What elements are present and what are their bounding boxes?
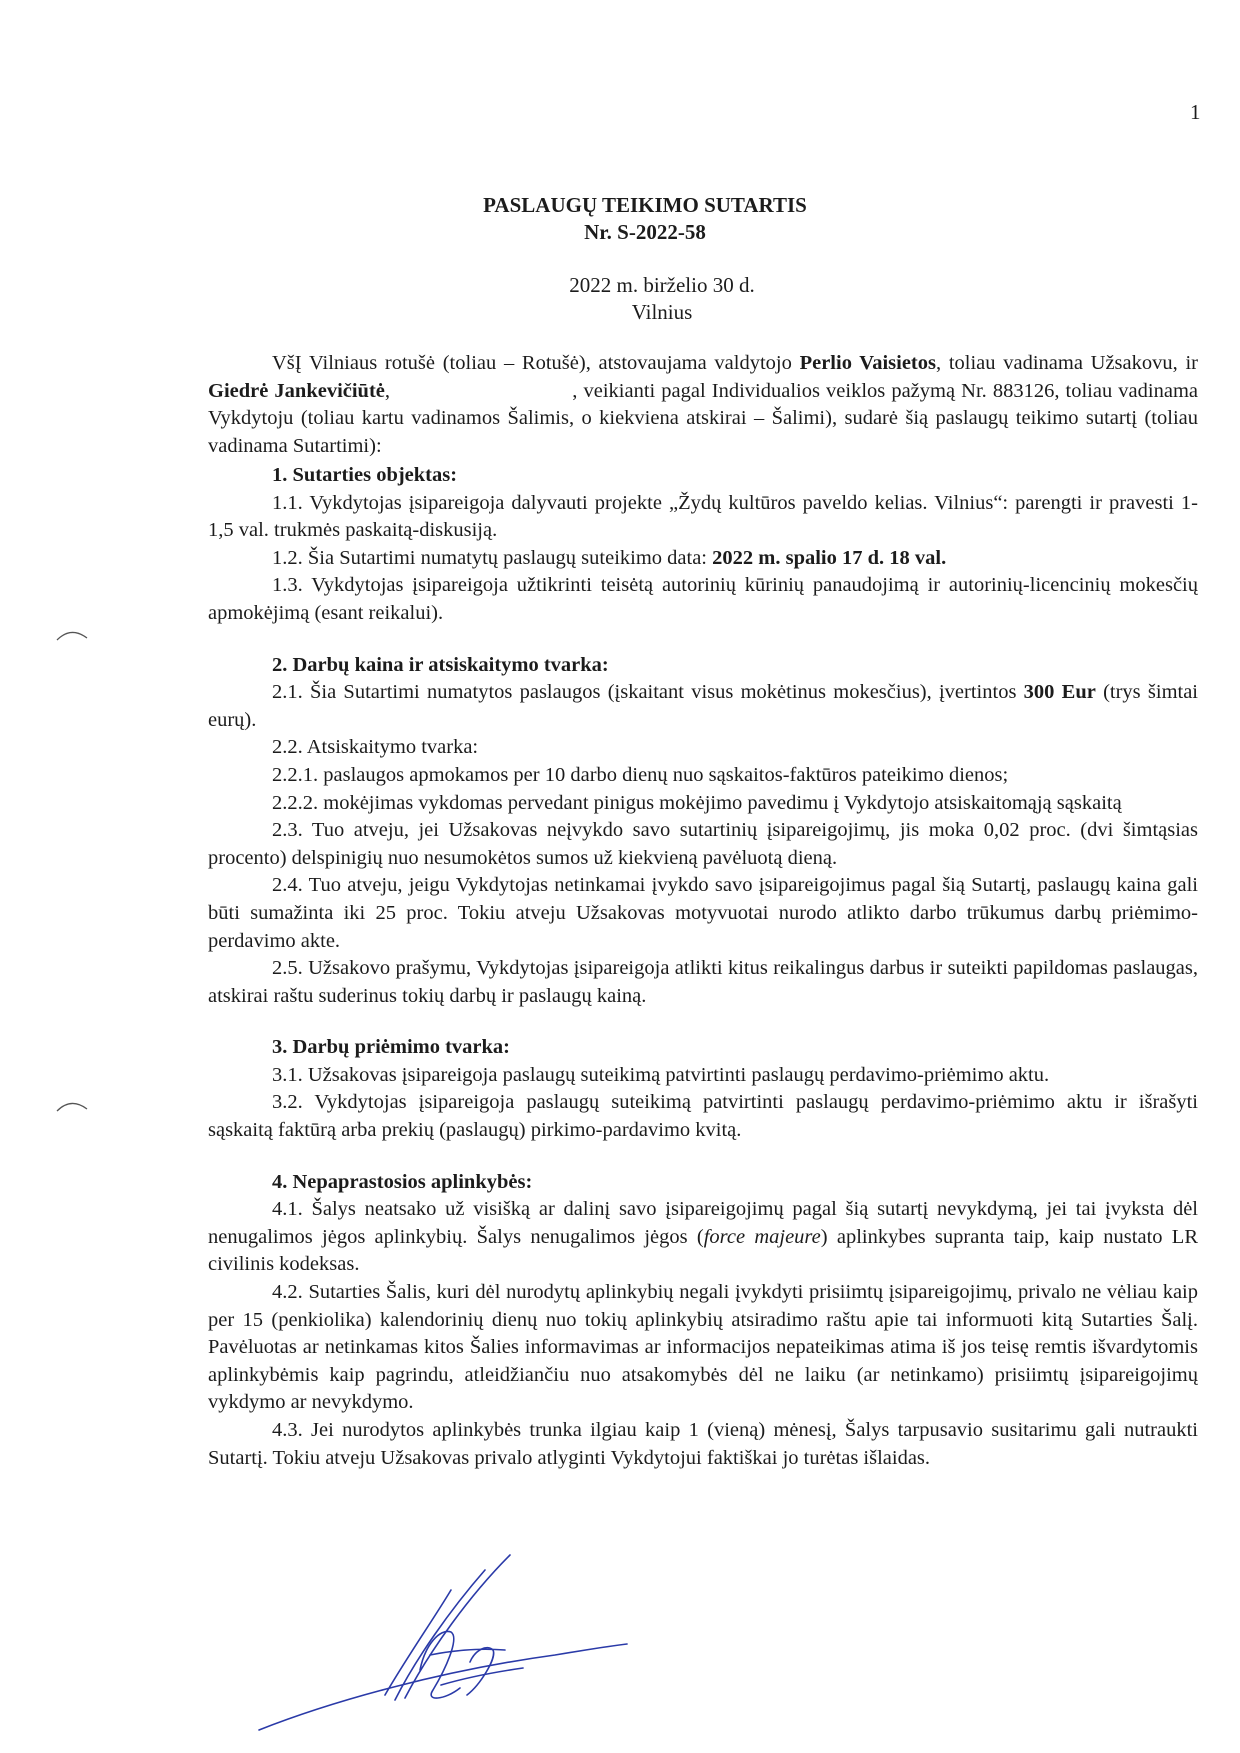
clause-1-2 xyxy=(208,545,1198,573)
clause-2-2: 2.2. Atsiskaitymo tvarka: xyxy=(272,736,479,759)
intro-text-c: , toliau vadinama Užsakovu, ir xyxy=(935,352,1198,374)
clause-2-1-text: 2.1. Šia Sutartimi numatytos paslaugos (įskaitant visus mokėtinus mokesčius), įvertintos xyxy=(272,681,1024,704)
hole-punch-mark-upper xyxy=(55,626,89,646)
clause-2-2-1: 2.2.1. paslaugos apmokamos per 10 darbo dienų nuo sąskaitos-faktūros pateikimo dienos; xyxy=(272,763,1009,786)
page-number: 1 xyxy=(1190,100,1201,124)
client-representative: Perlio Vaisietos xyxy=(799,352,936,374)
clause-2-4: 2.4. Tuo atveju, jeigu Vykdytojas netinkamai įvykdo savo įsipareigojimus pagal šią Sutartį, paslaugų kaina gali būti sumažinta iki 25 proc. Tokiu atveju Užsakovas motyvuotai nurodo atlikto darbo trūkumus darbų priėmimo-perdavimo akte. xyxy=(208,874,1198,952)
clause-3-2: 3.2. Vykdytojas įsipareigoja paslaugų suteikimą patvirtinti paslaugų perdavimo-priėmimo aktu ir išrašyti sąskaitą faktūrą arba prekių (paslaugų) pirkimo-pardavimo kvitą. xyxy=(208,1091,1198,1142)
section-3-heading: 3. Darbų priėmimo tvarka: xyxy=(272,1036,511,1059)
force-majeure-term: force majeure xyxy=(703,1225,821,1248)
contract-date: 2022 m. birželio 30 d. xyxy=(569,273,755,297)
intro-text-a: VšĮ Vilniaus rotušė (toliau – Rotušė), atstovaujama valdytojo xyxy=(272,352,800,374)
clause-4-3: 4.3. Jei nurodytos aplinkybės trunka ilgiau kaip 1 (vieną) mėnesį, Šalys tarpusavio susitarimu gali nutraukti Sutartį. Tokiu atveju Užsakovas privalo atlyginti Vykdytojui faktiškai jo turėtas išlaidas. xyxy=(208,1419,1198,1469)
handwritten-signature xyxy=(255,1550,635,1740)
clause-2-1 xyxy=(208,679,1198,734)
section-2-heading: 2. Darbų kaina ir atsiskaitymo tvarka: xyxy=(272,653,609,676)
clause-4-2: 4.2. Sutarties Šalis, kuri dėl nurodytų aplinkybių negali įvykdyti prisiimtų įsipareigojimų, privalo ne vėliau kaip per 15 (penkiolika) kalendorinių dienų nuo tokių aplinkybių atsiradimo raštu apie tai informuoti kitą Sutarties Šalį. Pavėluotas ar netinkamas kitos Šalies informavimas ar informacijos nepateikimas atima iš jos teisę remtis išvardytomis aplinkybėmis kaip pagrindu, atleidžiančiu nuo atsakomybės dėl ne laiku (ar netinkamo) prisiimtų įsipareigojimų vykdymo ar nevykdymo. xyxy=(208,1281,1198,1414)
intro-text-e: , , veikianti pagal Individualios veiklos pažymą Nr. 883126, toliau vadinama Vykdytoju (toliau kartu vadinamos Šalimis, o kiekviena atskirai – Šalimi), sudarė šią paslaugų teikimo sutartį (toliau vadinama Sutartimi): xyxy=(208,379,1204,457)
clause-3-1: 3.1. Užsakovas įsipareigoja paslaugų suteikimą patvirtinti paslaugų perdavimo-priėmimo aktu. xyxy=(272,1063,1050,1086)
clause-2-1-words: (trys šimtai eurų). xyxy=(208,681,1199,731)
clause-4-1-text: 4.1. Šalys neatsako už visišką ar dalinį savo įsipareigojimų pagal šią sutartį nevykdymą, jei tai įvyksta dėl nenugalimos jėgos aplinkybių. Šalys nenugalimos jėgos ( xyxy=(208,1198,1198,1248)
clause-1-3: 1.3. Vykdytojas įsipareigoja užtikrinti teisėtą autorinių kūrinių panaudojimą ir autorinių-licencinių mokesčių apmokėjimą (esant reikalui). xyxy=(208,574,1198,624)
document-title: PASLAUGŲ TEIKIMO SUTARTIS xyxy=(483,193,807,217)
service-date: 2022 m. spalio 17 d. 18 val. xyxy=(712,546,947,569)
price-amount: 300 Eur xyxy=(1023,681,1096,704)
contract-city: Vilnius xyxy=(631,300,693,324)
intro-paragraph xyxy=(208,350,1204,460)
contract-body xyxy=(208,462,1198,1472)
clause-2-5: 2.5. Užsakovo prašymu, Vykdytojas įsipareigoja atlikti kitus reikalingus darbus ir suteikti papildomas paslaugas, atskirai raštu suderinus tokių darbų ir paslaugų kainą. xyxy=(208,957,1198,1007)
clause-1-1: 1.1. Vykdytojas įsipareigoja dalyvauti projekte „Žydų kultūros paveldo kelias. Vilnius“: parengti ir pravesti 1-1,5 val. trukmės paskaitą-diskusiją. xyxy=(208,491,1198,542)
clause-1-2-text: 1.2. Šia Sutartimi numatytų paslaugų suteikimo data: xyxy=(272,546,713,569)
section-1-heading: 1. Sutarties objektas: xyxy=(272,464,458,486)
clause-4-1-end: ) aplinkybes supranta taip, kaip nustato LR civilinis kodeksas. xyxy=(208,1225,1198,1276)
section-4-heading: 4. Nepaprastosios aplinkybės: xyxy=(272,1170,533,1193)
contractor-name: Giedrė Jankevičiūtė xyxy=(208,379,385,402)
contract-number: Nr. S-2022-58 xyxy=(584,220,706,244)
clause-2-2-2: 2.2.2. mokėjimas vykdomas pervedant pinigus mokėjimo pavedimu į Vykdytojo atsiskaitomąją sąskaitą xyxy=(272,791,1122,814)
clause-4-1 xyxy=(208,1196,1198,1279)
clause-2-3: 2.3. Tuo atveju, jei Užsakovas neįvykdo savo sutartinių įsipareigojimų, jis moka 0,02 proc. (dvi šimtąsias procento) delspinigių nuo nesumokėtos sumos už kiekvieną pavėluotą dieną. xyxy=(208,819,1198,869)
hole-punch-mark-lower xyxy=(55,1097,89,1117)
